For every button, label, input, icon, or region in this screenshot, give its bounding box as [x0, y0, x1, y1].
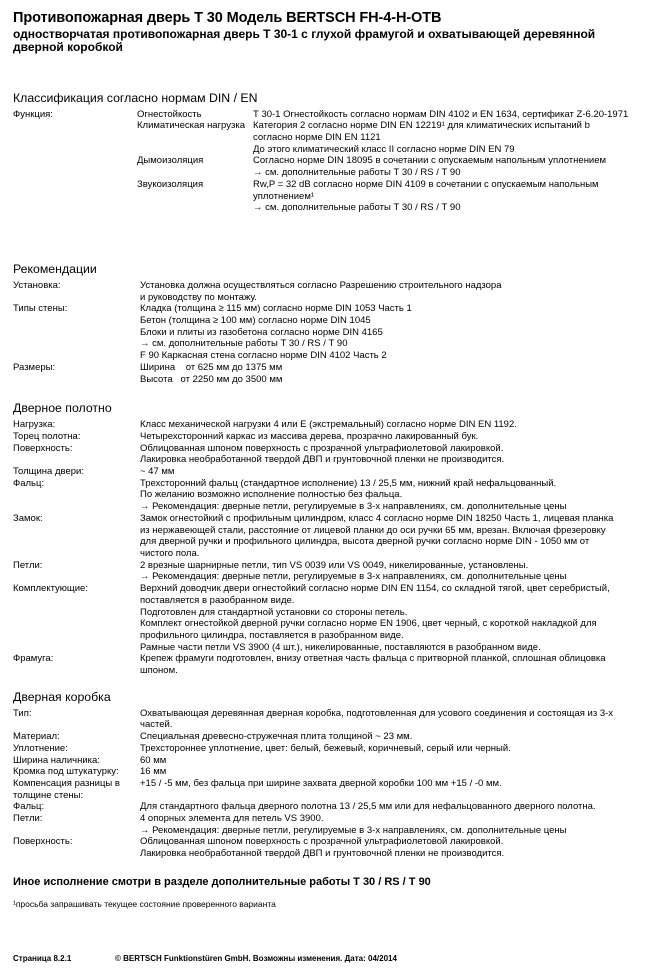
value-line: Охватывающая деревянная дверная коробка, подготовленная для усового соединения и состоящая из 3-х: [140, 707, 614, 719]
row-value: [140, 419, 637, 431]
row-label: Функция:: [13, 108, 53, 120]
row-label: Установка:: [13, 279, 61, 291]
value-line: Блоки и плиты из газобетона согласно норме DIN 4165: [140, 326, 383, 338]
row-value: [253, 109, 637, 121]
value-line: Установка должна осуществляться согласно Разрешению строительного надзора: [140, 279, 502, 291]
section-4: [13, 691, 637, 860]
row-sublabel: Звукоизоляция: [137, 178, 204, 190]
row-label: Фальц:: [13, 477, 45, 489]
section-heading: Дверное полотно: [13, 401, 112, 416]
spec-row: [13, 419, 637, 431]
value-line: Бетон (толщина ≥ 100 мм) согласно норме DIN 1045: [140, 315, 371, 327]
row-sublabel: Дымоизоляция: [137, 155, 204, 167]
value-line: 16 мм: [140, 766, 167, 778]
row-label: Поверхность:: [13, 442, 73, 454]
row-value: [140, 431, 637, 443]
value-line: поставляется в разобранном виде.: [140, 594, 295, 606]
value-line: Замок огнестойкий с профильным цилиндром, класс 4 согласно норме DIN 18250 Часть 1, лицевая планка: [140, 512, 614, 524]
value-line: Ширина от 625 мм до 1375 мм: [140, 361, 283, 373]
value-line: Специальная древесно-стружечная плита толщиной ~ 23 мм.: [140, 731, 413, 743]
row-value: [140, 362, 637, 385]
spec-row: [13, 778, 637, 801]
spec-row: [13, 155, 637, 178]
value-line: шпоном.: [140, 665, 178, 677]
value-line: Лакировка необработанной твердой ДВП и грунтовочной пленки не производится.: [140, 848, 505, 860]
value-line: Категория 2 согласно норме DIN EN 12219¹ для климатических испытаний b: [253, 120, 590, 132]
row-label: Уплотнение:: [13, 742, 68, 754]
value-line: Класс механической нагрузки 4 или Е (экстремальный) согласно норме DIN EN 1192.: [140, 419, 517, 431]
row-value: [140, 708, 637, 731]
section-heading: Классификация согласно нормам DIN / EN: [13, 90, 258, 105]
row-value: [140, 653, 637, 676]
page-number: Страница 8.2.1: [13, 954, 72, 963]
spec-row: [13, 109, 637, 121]
value-line: Лакировка необработанной твердой ДВП и грунтовочной пленки не производится.: [140, 454, 505, 466]
row-value: [140, 778, 637, 790]
spec-row: [13, 513, 637, 560]
spec-row: [13, 583, 637, 653]
row-label: Компенсация разницы в толщине стены:: [13, 777, 120, 801]
row-sublabel: Климатическая нагрузка: [137, 120, 245, 132]
spec-row: [13, 801, 637, 813]
value-line: 4 опорных элемента для петель VS 3900.: [140, 813, 324, 825]
value-line: Т 30-1 Огнестойкость согласно нормам DIN 4102 и EN 1634, сертификат Z-6.20-1971: [253, 108, 629, 120]
spec-row: [13, 755, 637, 767]
row-label: Толщина двери:: [13, 466, 84, 478]
section-3: [13, 402, 637, 676]
value-line: и руководству по монтажу.: [140, 291, 257, 303]
spec-row: [13, 653, 637, 676]
row-value: [140, 836, 637, 859]
value-line: Rw,P = 32 dB согласно норме DIN 4109 в сочетании с опускаемым напольным: [253, 178, 599, 190]
value-line: Четырехсторонний каркас из массива дерева, прозрачно лакированный бук.: [140, 430, 479, 442]
row-value: [253, 179, 637, 214]
value-line: Облицованная шпоном поверхность с прозрачной ультрафиолетовой лакировкой.: [140, 836, 504, 848]
row-label: Торец полотна:: [13, 430, 81, 442]
spec-row: [13, 179, 637, 214]
value-line: Трехстороннее уплотнение, цвет: белый, бежевый, коричневый, серый или черный.: [140, 742, 511, 754]
value-line: Подготовлен для стандартной установки со стороны петель.: [140, 606, 408, 618]
row-value: [140, 443, 637, 466]
page-footer: [13, 954, 397, 964]
value-line: Крепеж фрамуги подготовлен, внизу ответная часть фальца с притворной планкой, сплошная облицовка: [140, 653, 606, 665]
row-label: Кромка под штукатурку:: [13, 766, 119, 778]
row-label: Фрамуга:: [13, 653, 54, 665]
section-heading: Дверная коробка: [13, 689, 111, 704]
row-label: Тип:: [13, 707, 32, 719]
row-value: [140, 513, 637, 560]
row-value: [140, 303, 637, 362]
value-line: для дверной ручки и профильного цилиндра, высота дверной ручки согласно норме DIN - 1050 мм от: [140, 536, 590, 548]
value-line: F 90 Каркасная стена согласно норме DIN 4102 Часть 2: [140, 350, 387, 362]
row-sublabel: Огнестойкость: [137, 108, 202, 120]
spec-row: [13, 708, 637, 731]
spec-row: [13, 280, 637, 303]
spec-row: [13, 431, 637, 443]
section-heading: Рекомендации: [13, 261, 97, 276]
row-label: Фальц:: [13, 801, 45, 813]
value-line: ~ 47 мм: [140, 466, 175, 478]
spec-row: [13, 478, 637, 513]
value-line: Облицованная шпоном поверхность с прозрачной ультрафиолетовой лакировкой.: [140, 442, 504, 454]
value-line: +15 / -5 мм, без фальца при ширине захвата дверной коробки 100 мм +15 / -0 мм.: [140, 777, 502, 789]
footnote: ¹просьба запрашивать текущее состояние проверенного варианта: [13, 898, 276, 909]
spec-row: [13, 362, 637, 385]
row-label: Петли:: [13, 813, 43, 825]
row-value: [140, 478, 637, 513]
row-value: [140, 743, 637, 755]
spec-row: [13, 560, 637, 583]
value-line: → см. дополнительные работы Т 30 / RS / Т 90: [140, 338, 348, 350]
row-label: Поверхность:: [13, 836, 73, 848]
value-line: По желанию возможно исполнение полностью без фальца.: [140, 489, 403, 501]
row-label: Нагрузка:: [13, 419, 56, 431]
row-label: Петли:: [13, 559, 43, 571]
value-line: → см. дополнительные работы Т 30 / RS / Т 90: [253, 202, 461, 214]
row-label: Материал:: [13, 731, 60, 743]
page-subtitle: одностворчатая противопожарная дверь Т 30-1 с глухой фрамугой и охватывающей деревянной дверной коробкой: [13, 27, 596, 54]
note-line: Иное исполнение смотри в разделе дополнительные работы Т 30 / RS / Т 90: [13, 875, 431, 888]
value-line: чистого пола.: [140, 547, 200, 559]
spec-row: [13, 836, 637, 859]
value-line: → Рекомендация: дверные петли, регулируемые в 3-х направлениях, см. дополнительные цены: [140, 501, 567, 513]
row-label: Комплектующие:: [13, 583, 88, 595]
copyright-line: © BERTSCH Funktionstüren GmbH. Возможны изменения. Дата: 04/2014: [115, 954, 397, 963]
value-line: Верхний доводчик двери огнестойкий согласно норме DIN EN 1154, со складной тягой, цвет серебристый,: [140, 583, 610, 595]
sections: [13, 92, 637, 860]
value-line: Трехсторонний фальц (стандартное исполнение) 13 / 25,5 мм, нижний край нефальцованный.: [140, 477, 557, 489]
row-label: Ширина наличника:: [13, 754, 100, 766]
value-line: До этого климатический класс II согласно норме DIN EN 79: [253, 143, 515, 155]
value-line: согласно норме DIN EN 1121: [253, 132, 381, 143]
value-line: Высота от 2250 мм до 3500 мм: [140, 373, 283, 385]
spec-row: [13, 443, 637, 466]
page-title: Противопожарная дверь Т 30 Модель BERTSCH FH-4-H-OTB: [13, 10, 442, 26]
row-value: [140, 766, 637, 778]
spec-row: [13, 120, 637, 155]
row-value: [253, 120, 637, 155]
row-value: [140, 560, 637, 583]
value-line: 2 врезные шарнирные петли, тип VS 0039 или VS 0049, никелированные, установлены.: [140, 559, 529, 571]
row-value: [140, 466, 637, 478]
value-line: → Рекомендация: дверные петли, регулируемые в 3-х направлениях, см. дополнительные цены: [140, 824, 567, 836]
spec-row: [13, 303, 637, 362]
row-label: Размеры:: [13, 361, 56, 373]
value-line: из нержавеющей стали, расстояние от лицевой планки до оси ручки 65 мм, врезан. Включая фрезеровку: [140, 524, 606, 536]
spec-row: [13, 766, 637, 778]
section-1: [13, 92, 637, 214]
row-value: [140, 801, 637, 813]
value-line: Согласно норме DIN 18095 в сочетании с опускаемым напольным уплотнением: [253, 155, 607, 167]
row-value: [253, 155, 637, 178]
row-label: Типы стены:: [13, 303, 68, 315]
spec-row: [13, 466, 637, 478]
value-line: Комплект огнестойкой дверной ручки согласно норме EN 1906, цвет черный, с короткой накладкой для: [140, 618, 597, 630]
row-value: [140, 280, 637, 303]
value-line: профильного цилиндра, поставляется в разобранном виде.: [140, 629, 404, 641]
value-line: → см. дополнительные работы Т 30 / RS / Т 90: [253, 167, 461, 179]
row-value: [140, 813, 637, 836]
section-2: [13, 263, 637, 385]
value-line: Для стандартного фальца дверного полотна 13 / 25,5 мм или для нефальцованного дверного полотна.: [140, 801, 596, 813]
value-line: → Рекомендация: дверные петли, регулируемые в 3-х направлениях, см. дополнительные цены: [140, 571, 567, 583]
row-value: [140, 731, 637, 743]
value-line: уплотнением¹: [253, 190, 315, 202]
row-value: [140, 755, 637, 767]
value-line: 60 мм: [140, 754, 167, 766]
spec-row: [13, 743, 637, 755]
value-line: Рамные части петли VS 3900 (4 шт.), никелированные, поставляются в разобранном виде.: [140, 641, 541, 653]
spec-row: [13, 813, 637, 836]
document-header: [13, 9, 637, 54]
row-label: Замок:: [13, 512, 43, 524]
value-line: Кладка (толщина ≥ 115 мм) согласно норме DIN 1053 Часть 1: [140, 303, 412, 315]
value-line: частей.: [140, 719, 173, 731]
row-value: [140, 583, 637, 653]
spec-row: [13, 731, 637, 743]
